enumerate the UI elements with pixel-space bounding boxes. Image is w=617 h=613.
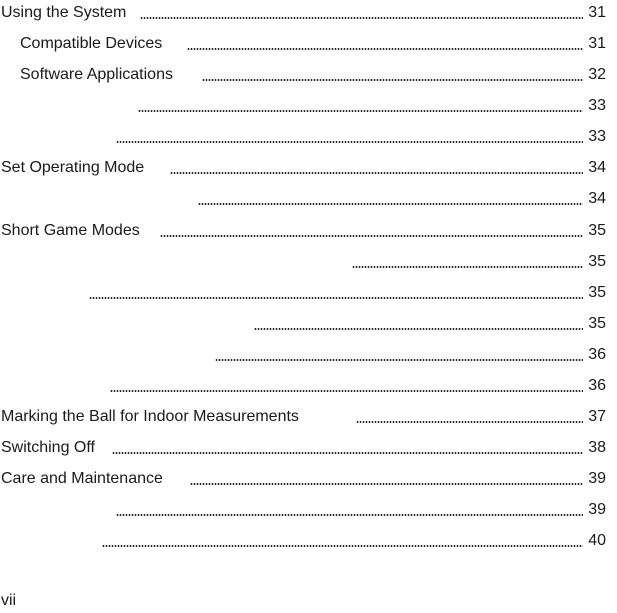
- toc-entry-p39[interactable]: [0, 499, 606, 521]
- toc-entry-page: 38: [588, 439, 606, 456]
- toc-entry-title: Care and Maintenance: [1, 468, 164, 490]
- toc-entry-page: 35: [588, 284, 606, 301]
- toc-entry-page: 35: [588, 315, 606, 332]
- toc-dot-leader: [112, 452, 583, 454]
- toc-entry-p36-b[interactable]: [0, 375, 606, 397]
- toc-dot-leader: [187, 48, 583, 50]
- toc-dot-leader: [202, 79, 583, 81]
- toc-entry-p35-c[interactable]: [0, 313, 606, 335]
- toc-dot-leader: [116, 514, 583, 516]
- toc-entry-p33-b[interactable]: [0, 126, 606, 148]
- toc-dot-leader: [160, 235, 583, 237]
- toc-entry-page: 31: [588, 35, 606, 52]
- toc-entry-page: 33: [588, 97, 606, 114]
- toc-entry-page: 33: [588, 128, 606, 145]
- toc-entry-p35-b[interactable]: [0, 282, 606, 304]
- toc-entry-title: Short Game Modes: [1, 220, 141, 242]
- toc-entry-page: 37: [588, 408, 606, 425]
- toc-entry-page: 40: [588, 532, 606, 549]
- toc-dot-leader: [170, 172, 583, 174]
- toc-entry-title: Marking the Ball for Indoor Measurements: [1, 406, 300, 428]
- toc-dot-leader: [352, 266, 583, 268]
- toc-entry-page: 36: [588, 346, 606, 363]
- toc-entry-p33-a[interactable]: [0, 95, 606, 117]
- toc-dot-leader: [198, 203, 583, 205]
- toc-entry-title: Switching Off: [1, 437, 96, 459]
- toc-dot-leader: [190, 483, 583, 485]
- toc-entry-using-the-system[interactable]: [0, 2, 606, 24]
- toc-entry-page: 32: [588, 66, 606, 83]
- toc-dot-leader: [254, 328, 583, 330]
- toc-entry-compatible-devices[interactable]: [0, 33, 606, 55]
- toc-entry-page: 35: [588, 253, 606, 270]
- toc-entry-p35-a[interactable]: [0, 251, 606, 273]
- toc-dot-leader: [102, 545, 583, 547]
- toc-entry-set-operating-mode[interactable]: [0, 157, 606, 179]
- toc-entry-software-applications[interactable]: [0, 64, 606, 86]
- toc-dot-leader: [110, 390, 583, 392]
- page-number: vii: [1, 592, 17, 609]
- toc-entry-p34[interactable]: [0, 188, 606, 210]
- toc-dot-leader: [140, 17, 583, 19]
- toc-entry-page: 31: [588, 4, 606, 21]
- toc-entry-title: Set Operating Mode: [1, 157, 145, 179]
- toc-dot-leader: [356, 421, 583, 423]
- toc-dot-leader: [89, 297, 583, 299]
- toc-entry-page: 35: [588, 222, 606, 239]
- toc-entry-care-and-maintenance[interactable]: [0, 468, 606, 490]
- toc-dot-leader: [215, 359, 583, 361]
- toc-entry-page: 39: [588, 501, 606, 518]
- toc-entry-p40[interactable]: [0, 530, 606, 552]
- toc-entry-title: Compatible Devices: [20, 33, 163, 55]
- toc-entry-title: Using the System: [1, 2, 127, 24]
- toc-entry-p36-a[interactable]: [0, 344, 606, 366]
- toc-entry-page: 39: [588, 470, 606, 487]
- toc-entry-page: 34: [588, 159, 606, 176]
- toc-entry-short-game-modes[interactable]: [0, 220, 606, 242]
- toc-entry-title: Software Applications: [20, 64, 174, 86]
- toc-dot-leader: [138, 110, 583, 112]
- toc-dot-leader: [116, 141, 583, 143]
- toc-entry-page: 34: [588, 190, 606, 207]
- toc-entry-marking-the-ball[interactable]: [0, 406, 606, 428]
- toc-entry-page: 36: [588, 377, 606, 394]
- toc-entry-switching-off[interactable]: [0, 437, 606, 459]
